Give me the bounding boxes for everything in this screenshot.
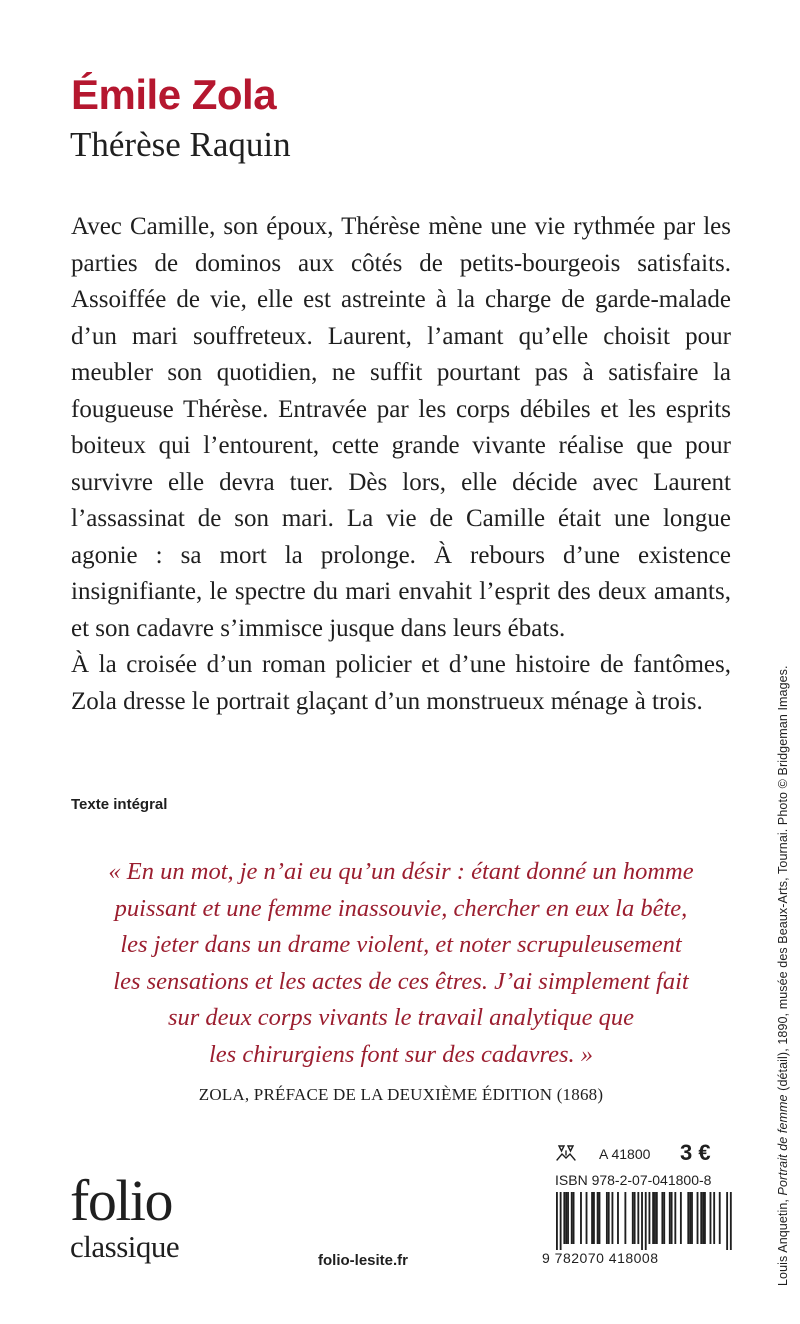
credit-work-title: Portrait de femme xyxy=(776,1094,790,1196)
barcode-bar xyxy=(599,1192,601,1244)
quote-line: les sensations et les actes de ces êtres. J’ai simplement fait xyxy=(113,967,689,995)
folio-classique-logo xyxy=(70,1168,240,1264)
barcode-bar xyxy=(656,1192,658,1244)
barcode-bar xyxy=(565,1192,567,1244)
barcode-bar xyxy=(726,1192,728,1250)
barcode-digits: 9 782070 418008 xyxy=(542,1250,659,1266)
barcode-bar xyxy=(556,1192,558,1250)
logo-folio-text: folio xyxy=(70,1168,173,1233)
barcode-bar xyxy=(593,1192,595,1244)
quote-line: sur deux corps vivants le travail analytique que xyxy=(167,1004,635,1031)
price-category-icon xyxy=(555,1143,577,1163)
barcode-bar xyxy=(612,1192,614,1244)
barcode-bar xyxy=(580,1192,582,1244)
barcode-bar xyxy=(719,1192,721,1244)
barcode-bar xyxy=(563,1192,565,1244)
barcode-bar xyxy=(586,1192,588,1244)
barcode-bar xyxy=(591,1192,593,1244)
barcode-bar xyxy=(560,1192,562,1250)
publisher-website: folio-lesite.fr xyxy=(318,1252,409,1269)
quote-line: les chirurgiens font sur des cadavres. » xyxy=(208,1040,594,1068)
quote-line: les jeter dans un drame violent, et noter scrupuleusement xyxy=(120,931,682,958)
barcode-bar xyxy=(641,1192,643,1250)
barcode-bar xyxy=(680,1192,682,1244)
blurb-paragraph: À la croisée d’un roman policier et d’une histoire de fantômes, Zola dresse le portrait glaçant d’un monstrueux ménage à trois. xyxy=(71,651,731,715)
image-credit xyxy=(776,665,790,1286)
barcode-bar xyxy=(608,1192,610,1244)
quote-line: puissant et une femme inassouvie, chercher en eux la bête, xyxy=(114,894,688,922)
barcode-bar xyxy=(652,1192,654,1244)
barcode-bar xyxy=(645,1192,647,1250)
barcode-bar xyxy=(702,1192,704,1244)
barcode-bar xyxy=(697,1192,699,1244)
barcode-bar xyxy=(671,1192,673,1244)
quote-attribution: ZOLA, PRÉFACE DE LA DEUXIÈME ÉDITION (1868) xyxy=(198,1085,604,1104)
barcode-bar xyxy=(567,1192,569,1244)
barcode-bar xyxy=(689,1192,691,1244)
credit-suffix: (détail), 1890, musée des Beaux-Arts, Tournai. Photo © Bridgeman Images. xyxy=(776,665,790,1095)
barcode-bar xyxy=(571,1192,573,1244)
epigraph-quote xyxy=(71,854,731,1073)
barcode-bar xyxy=(634,1192,636,1244)
barcode-bar xyxy=(691,1192,693,1244)
barcode-bar xyxy=(687,1192,689,1244)
barcode-bar xyxy=(663,1192,665,1244)
quote-line: « En un mot, je n’ai eu qu’un désir : étant donné un homme xyxy=(108,858,694,885)
barcode-bar xyxy=(654,1192,656,1244)
barcode-bar xyxy=(669,1192,671,1244)
barcode-bar xyxy=(730,1192,732,1250)
barcode-bar xyxy=(637,1192,639,1244)
edition-note: Texte intégral xyxy=(71,796,168,813)
barcode-bar xyxy=(700,1192,702,1244)
barcode-bars xyxy=(542,1192,742,1250)
barcode-bar xyxy=(632,1192,634,1244)
isbn-barcode xyxy=(542,1192,742,1270)
price: 3 € xyxy=(680,1140,711,1165)
barcode-bar xyxy=(710,1192,712,1244)
price-code-row xyxy=(555,1140,740,1168)
barcode-bar xyxy=(704,1192,706,1244)
isbn: ISBN 978-2-07-041800-8 xyxy=(555,1172,712,1188)
blurb-paragraph: Avec Camille, son époux, Thérèse mène une vie rythmée par les parties de dominos aux côtés de petits-bourgeois satisfaits. Assoiffée de vie, elle est astreinte à la charge de garde-malade d’un mari souffreteux. Laurent, l’amant qu’elle choisit pour meubler son quotidien, ne suffit pourtant pas à satisfaire la fougueuse Thérèse. Entravée par les corps débiles et les esprits boiteux qui l’entourent, cette grande vivante réalise que pour survivre elle devra tuer. Dès lors, elle décide avec Laurent l’assassinat de son mari. La vie de Camille était une longue agonie : sa mort la prolonge. À rebours d’une existence insignifiante, le spectre du mari envahit l’esprit des deux amants, et son cadavre s’immisce jusque dans leurs ébats. xyxy=(71,213,731,642)
barcode-bar xyxy=(606,1192,608,1244)
barcode-bar xyxy=(649,1192,651,1244)
book-title: Thérèse Raquin xyxy=(70,125,291,164)
barcode-bar xyxy=(617,1192,619,1244)
back-cover-blurb xyxy=(71,209,731,720)
barcode-bar xyxy=(661,1192,663,1244)
catalog-code: A 41800 xyxy=(599,1146,651,1162)
barcode-bar xyxy=(624,1192,626,1244)
barcode-bar xyxy=(573,1192,575,1244)
barcode-bar xyxy=(674,1192,676,1244)
author-name: Émile Zola xyxy=(71,71,277,118)
barcode-bar xyxy=(713,1192,715,1244)
barcode-bar xyxy=(597,1192,599,1244)
logo-classique-text: classique xyxy=(70,1229,180,1264)
credit-prefix: Louis Anquetin, xyxy=(776,1195,790,1286)
